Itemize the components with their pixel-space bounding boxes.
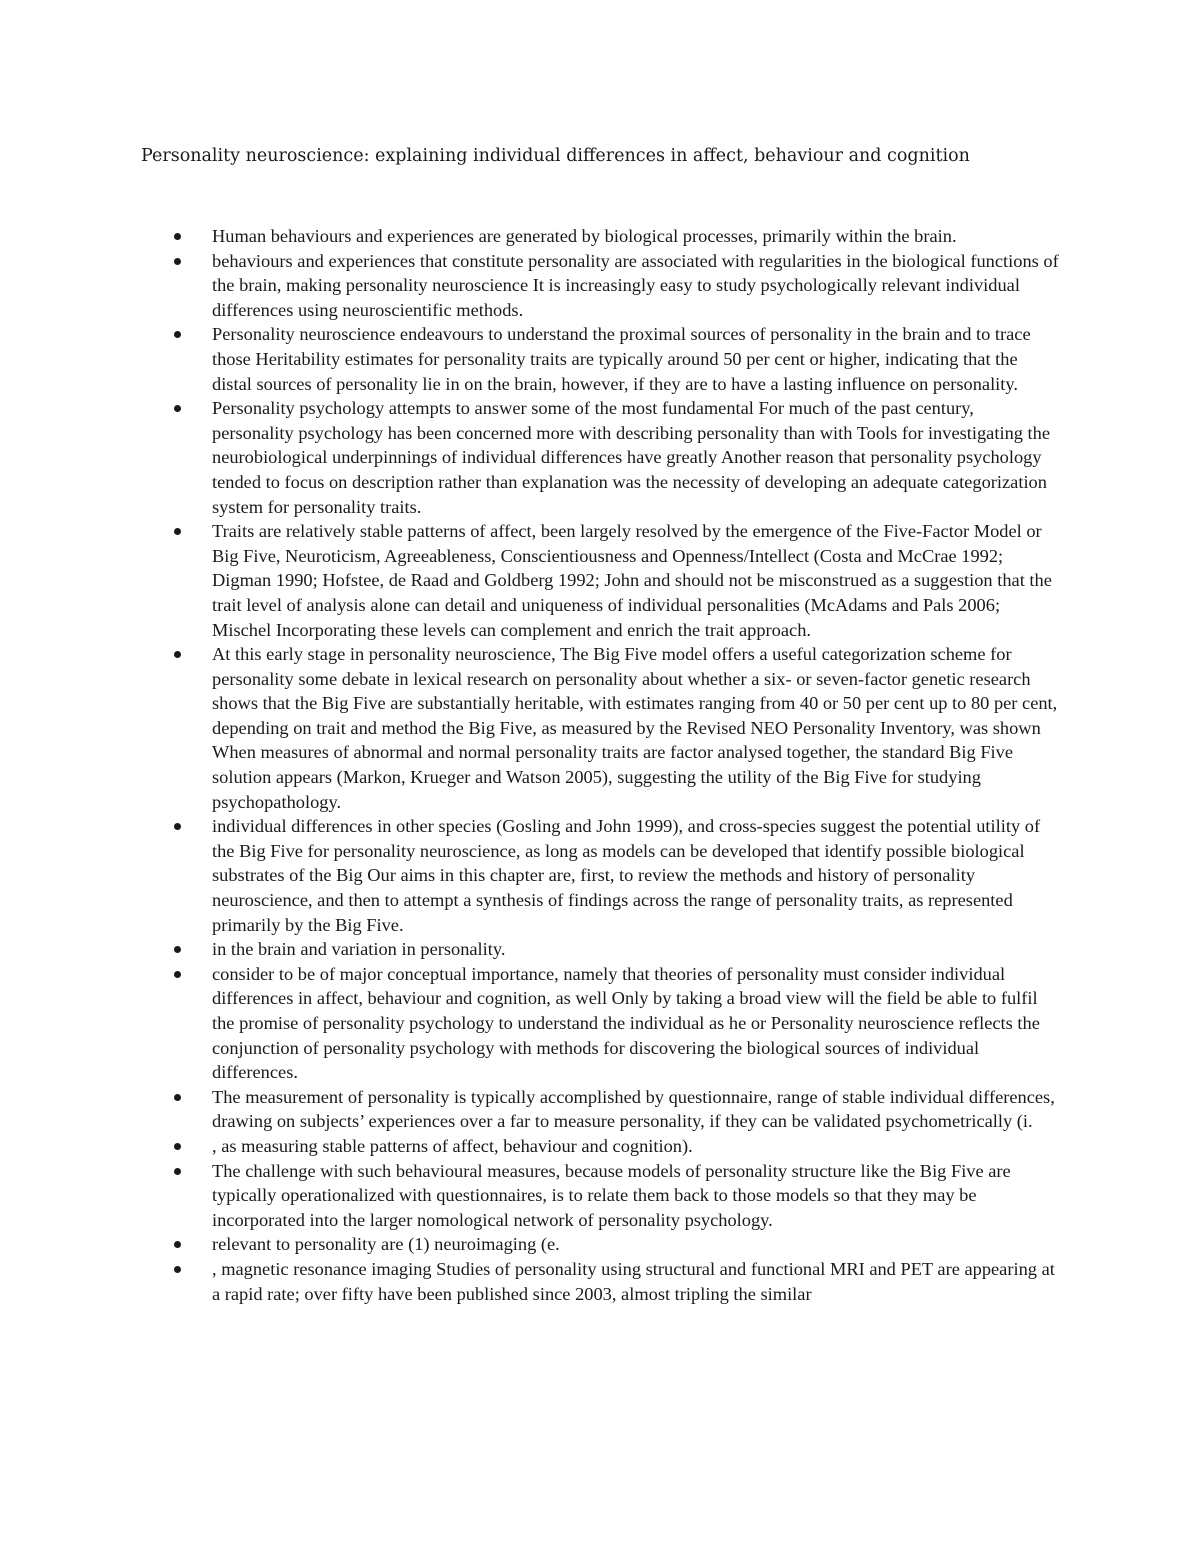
bullet-dot-icon [174,1266,181,1273]
list-item [0,1159,1060,1233]
bullet-text: individual differences in other species (Gosling and John 1999), and cross-species suggest the potential utility of the Big Five for personality neuroscience, as long as models can be developed that identify possible biological substrates of the Big Our aims in this chapter are, first, to review the methods and history of personality neuroscience, and then to attempt a synthesis of findings across the range of personality traits, as represented primarily by the Big Five. [212,816,1041,935]
list-item [0,1134,1060,1159]
bullet-text: relevant to personality are (1) neuroimaging (e. [212,1234,560,1255]
bullet-text: in the brain and variation in personality. [212,939,506,960]
list-item [0,642,1060,814]
bullet-dot-icon [174,528,181,535]
bullet-text: Personality neuroscience endeavours to understand the proximal sources of personality in the brain and to trace those Heritability estimates for personality traits are typically around 50 per cent or higher, indicating that the distal sources of personality lie in on the brain, however, if they are to have a lasting influence on personality. [212,324,1031,394]
bullet-dot-icon [174,1168,181,1175]
list-item [0,962,1060,1085]
bullet-dot-icon [174,823,181,830]
list-item [0,396,1060,519]
list-item [0,1257,1060,1306]
bullet-text: Traits are relatively stable patterns of affect, been largely resolved by the emergence of the Five-Factor Model or Big Five, Neuroticism, Agreeableness, Conscientiousness and Openness/Intellect (Costa and McCrae 1992; Digman 1990; Hofstee, de Raad and Goldberg 1992; John and should not be misconstrued as a suggestion that the trait level of analysis alone can detail and uniqueness of individual personalities (McAdams and Pals 2006; Mischel Incorporating these levels can complement and enrich the trait approach. [212,521,1052,640]
bullet-text: At this early stage in personality neuroscience, The Big Five model offers a useful categorization scheme for personality some debate in lexical research on personality about whether a six- or seven-factor genetic research shows that the Big Five are substantially heritable, with estimates ranging from 40 or 50 per cent up to 80 per cent, depending on trait and method the Big Five, as measured by the Revised NEO Personality Inventory, was shown When measures of abnormal and normal personality traits are factor analysed together, the standard Big Five solution appears (Markon, Krueger and Watson 2005), suggesting the utility of the Big Five for studying psychopathology. [212,644,1058,812]
bullet-text: Personality psychology attempts to answer some of the most fundamental For much of the past century, personality psychology has been concerned more with describing personality than with Tools for investigating the neurobiological underpinnings of individual differences have greatly Another reason that personality psychology tended to focus on description rather than explanation was the necessity of developing an adequate categorization system for personality traits. [212,398,1051,517]
bullet-dot-icon [174,1094,181,1101]
list-item [0,937,1060,962]
bullet-text: , as measuring stable patterns of affect, behaviour and cognition). [212,1135,693,1156]
bullet-text: consider to be of major conceptual importance, namely that theories of personality must consider individual differences in affect, behaviour and cognition, as well Only by taking a broad view will the field be able to fulfil the promise of personality psychology to understand the individual as he or Personality neuroscience reflects the conjunction of personality psychology with methods for discovering the biological sources of individual differences. [212,963,1040,1083]
bullet-text: The challenge with such behavioural measures, because models of personality structure like the Big Five are typically operationalized with questionnaires, is to relate them back to those models so that they may be incorporated into the larger nomological network of personality psychology. [212,1160,1011,1230]
bullet-dot-icon [174,1241,181,1248]
document-title: Personality neuroscience: explaining individual differences in affect, behaviour and cognition [141,146,970,166]
list-item [0,249,1060,323]
list-item [0,814,1060,937]
bullet-text: , magnetic resonance imaging Studies of personality using structural and functional MRI and PET are appearing at a rapid rate; over fifty have been published since 2003, almost tripling the similar [212,1258,1055,1304]
bullet-text: The measurement of personality is typically accomplished by questionnaire, range of stable individual differences, drawing on subjects’ experiences over a far to measure personality, if they can be validated psychometrically (i. [212,1086,1055,1132]
bullet-dot-icon [174,258,181,265]
bullet-dot-icon [174,331,181,338]
bullet-dot-icon [174,233,181,240]
bullet-text: behaviours and experiences that constitute personality are associated with regularities in the biological functions of the brain, making personality neuroscience It is increasingly easy to study psychologically relevant individual differences using neuroscientific methods. [212,250,1059,320]
bullet-dot-icon [174,946,181,953]
list-item [0,224,1060,249]
bullet-text: Human behaviours and experiences are generated by biological processes, primarily within the brain. [212,226,957,246]
list-item [0,1085,1060,1134]
list-item [0,322,1060,396]
bullet-dot-icon [174,405,181,412]
list-item [0,1232,1060,1257]
bullet-dot-icon [174,651,181,658]
bullet-list [0,224,1200,1306]
bullet-dot-icon [174,971,181,978]
bullet-dot-icon [174,1143,181,1150]
list-item [0,519,1060,642]
